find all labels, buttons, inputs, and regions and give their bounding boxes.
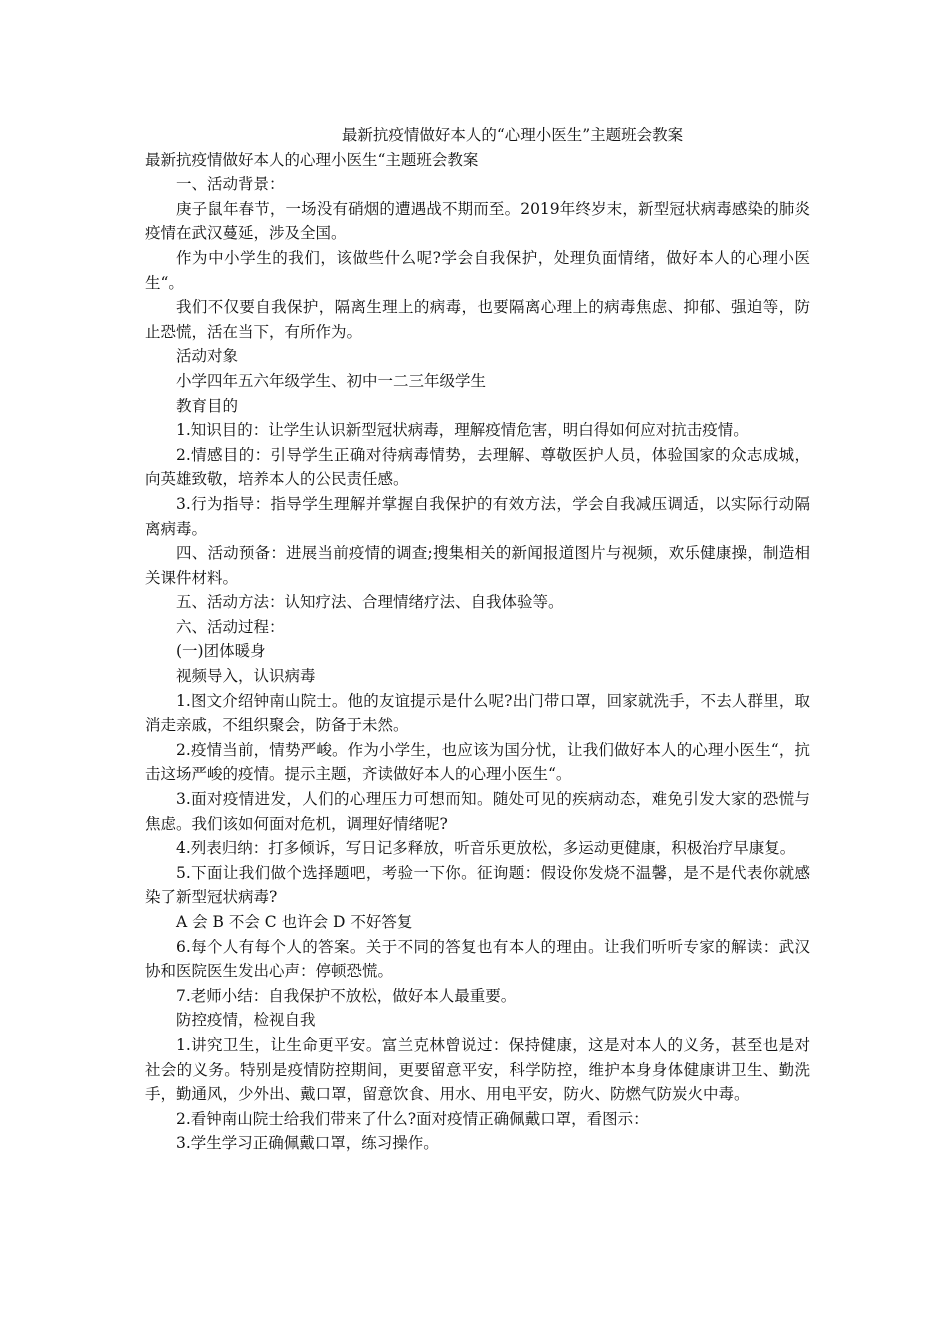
paragraph-activity-background-heading: 一、活动背景： — [176, 175, 285, 194]
paragraph-step-3: 3.面对疫情进发，人们的心理压力可想而知。随处可见的疾病动态，难免引发大家的恐慌与焦虑。我们该如何面对危机，调理好情绪呢? — [145, 790, 810, 833]
paragraph-step-5: 5.下面让我们做个选择题吧，考验一下你。征询题：假设你发烧不温馨，是不是代表你就感染了新型冠状病毒? — [145, 863, 810, 907]
paragraph-goal-emotion: 2.情感目的：引导学生正确对待病毒情势，去理解、尊敬医护人员，体验国家的众志成城，向英雄致敬，培养本人的公民责任感。 — [145, 445, 810, 489]
paragraph-activity-target-heading: 活动对象 — [176, 347, 239, 366]
paragraph-activity-target: 小学四年五六年级学生、初中一二三年级学生 — [176, 371, 487, 390]
paragraph-goal-knowledge: 1.知识目的：让学生认识新型冠状病毒，理解疫情危害，明白得如何应对抗击疫情。 — [176, 421, 749, 440]
paragraph-preparation: 四、活动预备：进展当前疫情的调查;搜集相关的新闻报道图片与视频，欢乐健康操，制造相关课件材料。 — [145, 544, 810, 587]
paragraph-step-1: 1.图文介绍钟南山院士。他的友谊提示是什么呢?出门带口罩，回家就洗手，不去人群里，取消走亲戚，不组织聚会，防备于未然。 — [145, 691, 810, 735]
paragraph-choice-options: A 会 B 不会 C 也许会 D 不好答复 — [176, 913, 413, 931]
document-body — [145, 123, 810, 1156]
paragraph-video-intro: 视频导入，认识病毒 — [176, 667, 316, 686]
paragraph-prevention-1: 1.讲究卫生，让生命更平安。富兰克林曾说过：保持健康，这是对本人的义务，甚至也是对社会的义务。特别是疫情防控期间，更要留意平安，科学防控，维护本身身体健康讲卫生、勤洗手，勤通风，少外出、戴口罩，留意饮食、用水、用电平安，防火、防燃气防炭火中毒。 — [145, 1035, 810, 1104]
paragraph-group-warmup: (一)团体暖身 — [176, 642, 266, 661]
paragraph-methods: 五、活动方法：认知疗法、合理情绪疗法、自我体验等。 — [176, 593, 564, 612]
paragraph-background-2: 作为中小学生的我们，该做些什么呢?学会自我保护，处理负面情绪，做好本人的心理小医生“。 — [145, 248, 810, 292]
paragraph-step-6: 6.每个人有每个人的答案。关于不同的答复也有本人的理由。让我们听听专家的解读：武汉协和医院医生发出心声：停顿恐慌。 — [145, 937, 810, 981]
paragraph-background-1: 庚子鼠年春节，一场没有硝烟的遭遇战不期而至。2019年终岁末，新型冠状病毒感染的肺炎疫情在武汉蔓延，涉及全国。 — [145, 199, 810, 243]
paragraph-prevention-3: 3.学生学习正确佩戴口罩，练习操作。 — [176, 1134, 439, 1153]
paragraph-step-2: 2.疫情当前，情势严峻。作为小学生，也应该为国分忧，让我们做好本人的心理小医生“，抗击这场严峻的疫情。提示主题，齐读做好本人的心理小医生“。 — [145, 740, 810, 784]
paragraph-prevention-heading: 防控疫情，检视自我 — [176, 1011, 316, 1030]
paragraph-step-4: 4.列表归纳：打多倾诉，写日记多释放，听音乐更放松，多运动更健康，积极治疗早康复。 — [176, 839, 796, 858]
document-title: 最新抗疫情做好本人的“心理小医生”主题班会教案 — [341, 126, 684, 144]
paragraph-background-3: 我们不仅要自我保护，隔离生理上的病毒，也要隔离心理上的病毒焦虑、抑郁、强迫等，防止恐慌，活在当下，有所作为。 — [145, 298, 810, 341]
paragraph-prevention-2: 2.看钟南山院士给我们带来了什么?面对疫情正确佩戴口罩，看图示： — [176, 1109, 649, 1128]
paragraph-step-7: 7.老师小结：自我保护不放松，做好本人最重要。 — [176, 986, 517, 1005]
document-subtitle: 最新抗疫情做好本人的心理小医生“主题班会教案 — [145, 150, 479, 169]
paragraph-goal-behavior: 3.行为指导：指导学生理解并掌握自我保护的有效方法，学会自我减压调适，以实际行动隔离病毒。 — [145, 494, 810, 538]
paragraph-process-heading: 六、活动过程： — [176, 617, 285, 636]
paragraph-education-goals-heading: 教育目的 — [176, 396, 239, 415]
